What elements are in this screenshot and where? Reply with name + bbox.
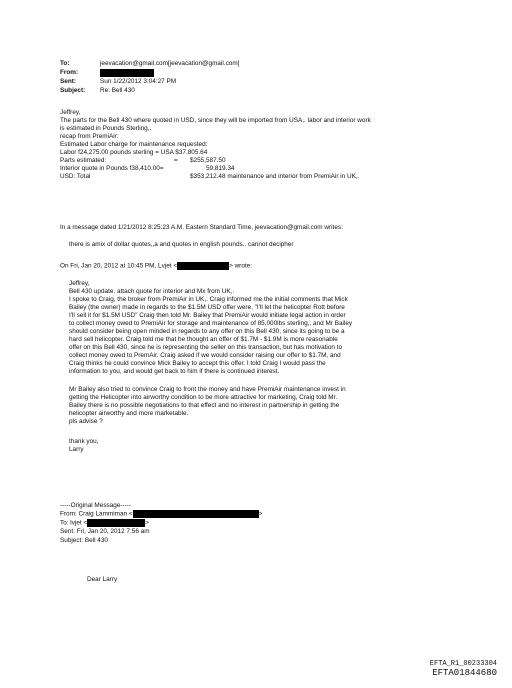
para2-line: Bailey there is no possible negotiations to that effect and no interest in partnership in getting the — [69, 402, 340, 409]
from-value-container — [100, 69, 154, 78]
parts-value: $255,587.50 — [190, 157, 226, 164]
original-divider: -----Original Message----- — [60, 502, 132, 509]
quote-intro-line — [60, 262, 252, 271]
interior-value: 59,819.34 — [206, 165, 235, 172]
para1-line: information to you, and would get back to him if there is continued interest. — [69, 368, 280, 375]
original-from-line — [60, 510, 262, 519]
original-salutation: Dear Larry — [87, 576, 118, 583]
redaction-box — [177, 262, 229, 270]
quote-intro-after: > wrote: — [229, 262, 252, 270]
from-label: From: — [60, 69, 79, 76]
body-line: recap from PremiAir: — [60, 133, 119, 140]
para2-line: helicopter airworthy and more marketable. — [69, 410, 189, 417]
para1-line: I'll sell it for $1.5M USD" Craig then told Mr. Bailey that PremiAir would initiate legal action in order — [69, 312, 346, 319]
para1-line: I spoke to Craig, the broker from PremiAir in UK,. Craig informed me the initial comments that Mick — [69, 296, 348, 303]
parts-label: Parts estimated: — [60, 157, 107, 164]
to-label: To: — [60, 60, 70, 67]
original-from-before: From: Craig Lammiman < — [60, 510, 133, 518]
original-to-before: To: lvjet < — [60, 519, 88, 527]
sent-value: Sun 1/22/2012 3:04:27 PM — [100, 78, 177, 85]
body-line: The parts for the Bell 430 where quoted in USD, since they will be imported from USA,. labor and interior work — [60, 117, 371, 124]
body-line: Estimated Labor charge for maintenance requested: — [60, 141, 208, 148]
para1-line: Bell 430 update, attach quote for interior and Mx from UK,. — [69, 288, 235, 295]
quote-text: there is amix of dollar quotes,,a and quotes in english pounds.. cannot decipher — [69, 241, 294, 248]
quote-greeting: Jeffrey, — [69, 280, 90, 287]
body-line: is estimated in Pounds Sterling,. — [60, 125, 152, 132]
greeting: Jeffrey, — [60, 109, 81, 116]
total-label: USD: Total — [60, 173, 91, 180]
para1-line: Bailey (the owner) made in regards to the $1.5M USD offer were, "I'll let the helicopter Rott before — [69, 304, 345, 311]
parts-equals: = — [174, 157, 178, 164]
original-to-line — [60, 519, 149, 528]
redaction-box — [100, 69, 154, 77]
redaction-box — [87, 519, 145, 527]
subject-label: Subject: — [60, 87, 86, 94]
para1-line: Craig thinks he could convince Mick Bailey to accept this offer. I told Craig I would pass the — [69, 360, 326, 367]
para2-line: pls advise ? — [69, 418, 103, 425]
closing-thanks: thank you, — [69, 438, 99, 445]
labor-line: Labor f24,275.00 pounds sterling = USA $37,805.64 — [60, 149, 208, 156]
interior-label: Interior quote in Pounds f38,410.00= — [60, 165, 164, 172]
sent-label: Sent: — [60, 78, 76, 85]
para2-line: getting the Helicopter into airworthy condition to be more attractive for marketing, Craig told Mr. — [69, 394, 338, 401]
para2-line: Mr Bailey also tried to convince Craig to front the money and have PremiAir maintenance invest in — [69, 386, 346, 393]
para1-line: offer on this Bell 430, since he is representing the seller on this transaction, but has motivation to — [69, 344, 343, 351]
para1-line: to collect money owed to PremiAir for storage and maintenance of 85,000lbs sterling,, and Mr Bailey — [69, 320, 353, 327]
to-value: jeevacation@gmail.com[jeevacation@gmail.com] — [100, 60, 240, 67]
para1-line: should consider being open minded in regards to any offer on this Bell 430, since its going to be a — [69, 328, 345, 335]
para1-line: hard sell helicopter. Craig told me that he thought an offer of $1.7M - $1.9M is more reasonable — [69, 336, 338, 343]
closing-name: Larry — [69, 446, 84, 453]
original-from-after: > — [258, 510, 263, 518]
original-to-after: > — [145, 519, 149, 527]
original-sent: Sent: Fri, Jan 20, 2012 7:56 am — [60, 528, 150, 535]
original-subject: Subject: Bell 430 — [60, 537, 108, 544]
total-value: $353,212.48 maintenance and interior from PremiAir in UK,. — [190, 173, 360, 180]
redaction-box — [133, 510, 259, 518]
efta-ref-2: EFTA01844680 — [432, 668, 497, 678]
subject-value: Re: Bell 430 — [100, 87, 135, 94]
quote-intro-before: On Fri, Jan 20, 2012 at 10:45 PM, Lvjet < — [60, 262, 178, 270]
efta-ref-1: EFTA_R1_00233304 — [429, 660, 497, 668]
para1-line: collect money owed to PremAir. Craig asked if we would consider raising our offer to $1.7M, and — [69, 352, 341, 359]
quote-intro: In a message dated 1/21/2012 8:25:23 A.M. Eastern Standard Time, jeevacation@gmail.com writes: — [60, 224, 343, 231]
